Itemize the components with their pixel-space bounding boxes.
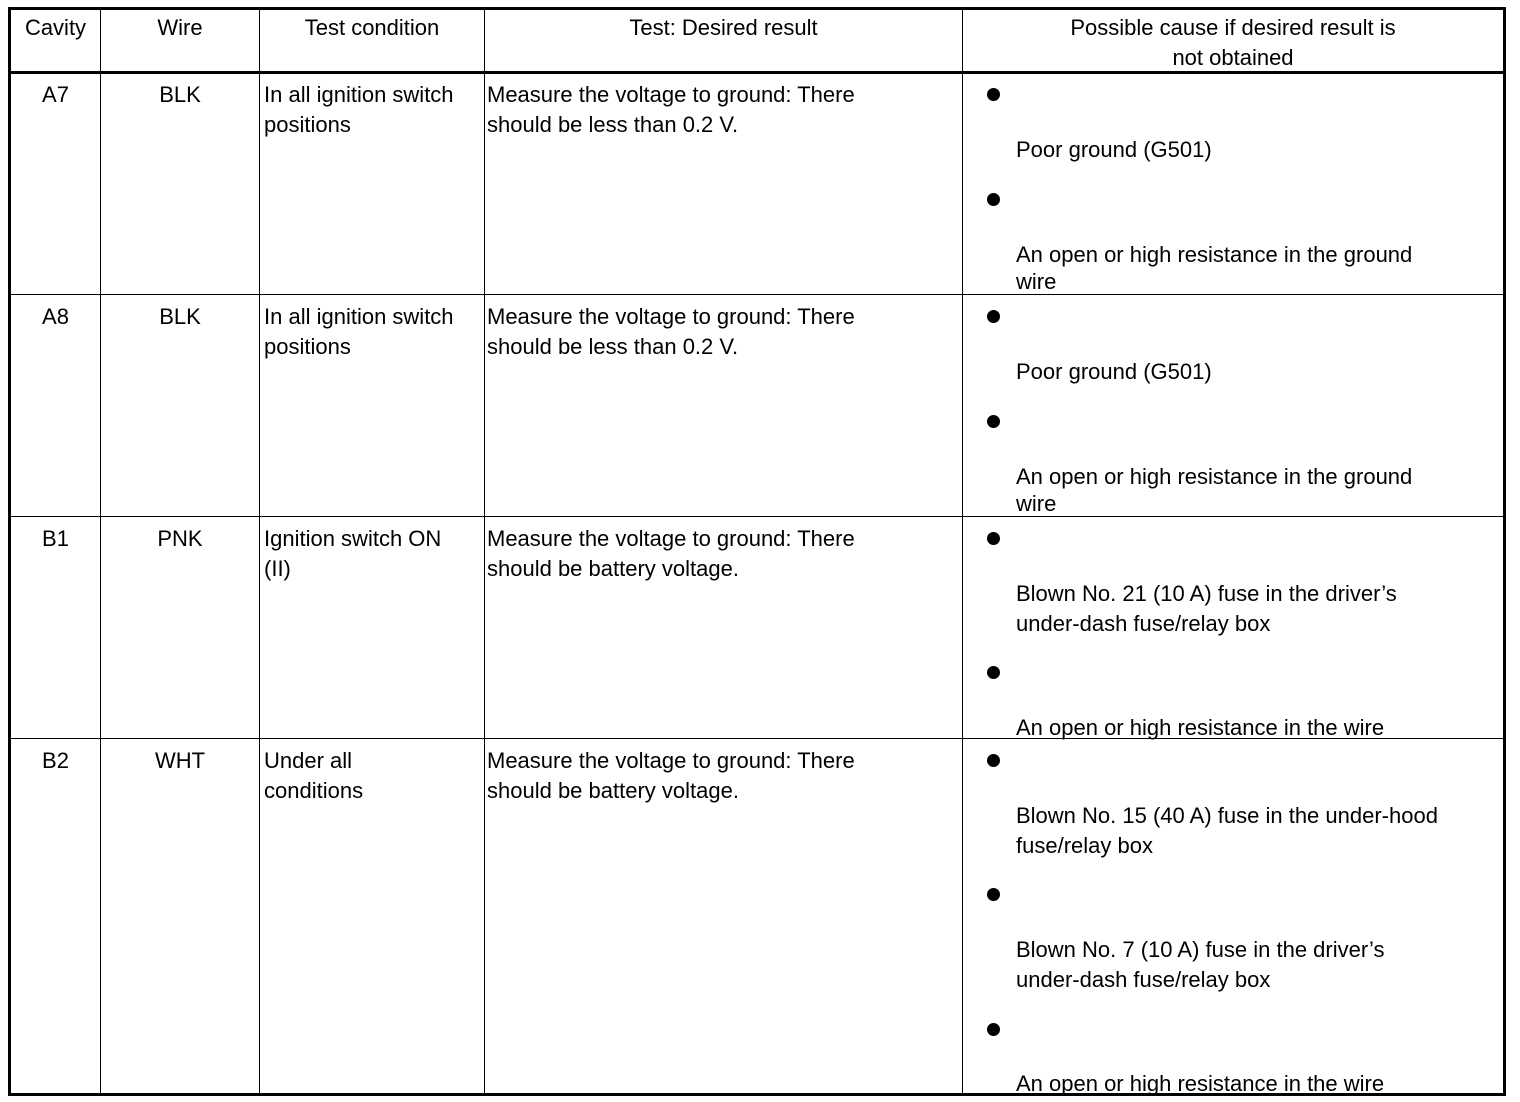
row-b1-condition: (II): [264, 556, 291, 581]
row-a7-condition: positions: [264, 112, 351, 137]
bullet-icon: [987, 754, 1000, 767]
row-b1-cause: An open or high resistance in the wire: [1016, 715, 1385, 740]
bullet-icon: [987, 88, 1000, 101]
row-b2-cause: under-dash fuse/relay box: [1016, 967, 1271, 992]
diagnostic-table: [8, 7, 1506, 1096]
column-divider: [962, 10, 963, 1093]
row-a7-cause: wire: [1016, 269, 1057, 294]
row-b1-condition: Ignition switch ON: [264, 526, 442, 551]
row-a8-cause: Poor ground (G501): [1016, 359, 1212, 384]
row-a8-wire: BLK: [159, 304, 201, 329]
row-b1-cause: under-dash fuse/relay box: [1016, 611, 1271, 636]
row-b2-cause: Blown No. 7 (10 A) fuse in the driver’s: [1016, 937, 1385, 962]
row-a7-cavity: A7: [42, 82, 69, 107]
row-b1-cavity: B1: [42, 526, 69, 551]
header-test-condition: Test condition: [304, 15, 440, 40]
bullet-icon: [987, 1023, 1000, 1036]
table-grid: [11, 10, 1503, 1096]
header-desired-result: Test: Desired result: [629, 15, 818, 40]
row-a8-condition: positions: [264, 334, 351, 359]
row-b1-result: Measure the voltage to ground: There: [487, 526, 855, 551]
row-b2-cause: Blown No. 15 (40 A) fuse in the under-hood: [1016, 803, 1438, 828]
row-a8-result: should be less than 0.2 V.: [487, 334, 739, 359]
row-b1-wire: PNK: [157, 526, 203, 551]
row-a7-cause: An open or high resistance in the ground: [1016, 242, 1413, 267]
row-a7-result: should be less than 0.2 V.: [487, 112, 739, 137]
column-divider: [259, 10, 260, 1093]
bullet-icon: [987, 888, 1000, 901]
row-a7-cause: Poor ground (G501): [1016, 137, 1212, 162]
row-divider: [11, 294, 1503, 295]
row-a7-condition: In all ignition switch: [264, 82, 454, 107]
row-a7-wire: BLK: [159, 82, 201, 107]
bullet-icon: [987, 193, 1000, 206]
row-a7-result: Measure the voltage to ground: There: [487, 82, 855, 107]
row-b2-wire: WHT: [154, 748, 206, 773]
row-b1-cause: Blown No. 21 (10 A) fuse in the driver’s: [1016, 581, 1397, 606]
bullet-icon: [987, 310, 1000, 323]
bullet-icon: [987, 666, 1000, 679]
row-a8-cause: An open or high resistance in the ground: [1016, 464, 1413, 489]
bullet-icon: [987, 415, 1000, 428]
column-divider: [484, 10, 485, 1093]
row-a8-condition: In all ignition switch: [264, 304, 454, 329]
header-possible-cause: not obtained: [1172, 45, 1294, 70]
row-b2-cause: fuse/relay box: [1016, 833, 1153, 858]
bullet-icon: [987, 532, 1000, 545]
row-a8-result: Measure the voltage to ground: There: [487, 304, 855, 329]
row-b2-result: Measure the voltage to ground: There: [487, 748, 855, 773]
row-b2-condition: Under all: [264, 748, 353, 773]
header-cavity: Cavity: [24, 15, 87, 40]
header-possible-cause: Possible cause if desired result is: [1070, 15, 1396, 40]
row-b2-result: should be battery voltage.: [487, 778, 739, 803]
row-b1-result: should be battery voltage.: [487, 556, 739, 581]
row-divider: [11, 516, 1503, 517]
header-wire: Wire: [157, 15, 203, 40]
row-a8-cause: wire: [1016, 491, 1057, 516]
row-b2-cause: An open or high resistance in the wire: [1016, 1071, 1385, 1096]
row-b2-condition: conditions: [264, 778, 364, 803]
row-a8-cavity: A8: [42, 304, 69, 329]
row-b2-cavity: B2: [42, 748, 69, 773]
